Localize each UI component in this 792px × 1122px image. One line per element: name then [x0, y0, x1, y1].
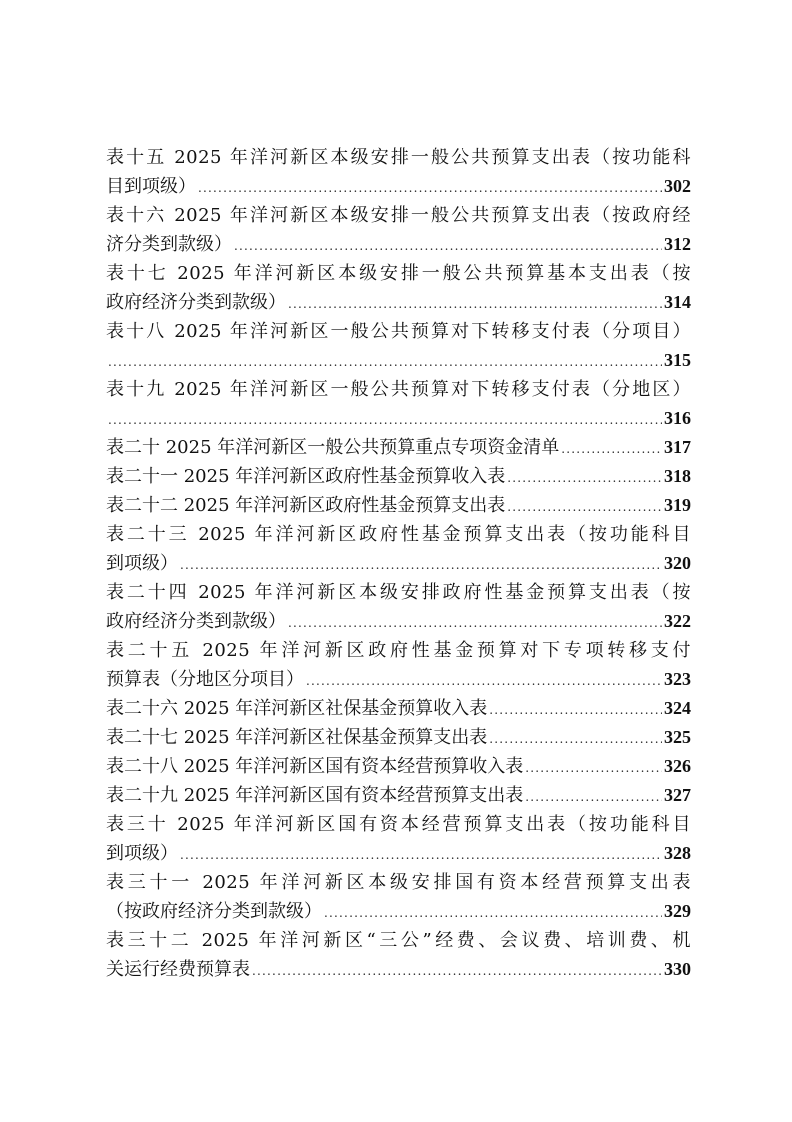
toc-entry-title-line: 关运行经费预算表: [106, 959, 250, 980]
toc-entry-leader-line: [106, 607, 691, 636]
toc-page-number: 329: [664, 901, 691, 921]
toc-entry-leader-line: [106, 346, 691, 375]
toc-page-number: 302: [664, 176, 691, 196]
toc-page-number: 326: [664, 756, 691, 776]
toc-entry-title-line: 到项级）: [106, 553, 178, 574]
toc-entry[interactable]: [106, 143, 691, 201]
toc-entry-title-line: 表二十六 2025 年洋河新区社保基金预算收入表: [106, 698, 488, 719]
toc-entry-title-line: 表二十 2025 年洋河新区一般公共预算重点专项资金清单: [106, 437, 560, 458]
toc-entry-leader-line: [106, 230, 691, 259]
toc-page-number: 318: [664, 466, 691, 486]
toc-entry-title-line: 表十六 2025 年洋河新区本级安排一般公共预算支出表（按政府经: [106, 205, 691, 226]
toc-entry-title-line: 表十七 2025 年洋河新区本级安排一般公共预算基本支出表（按: [106, 263, 691, 284]
toc-entry-title-line: 表二十九 2025 年洋河新区国有资本经营预算支出表: [106, 785, 524, 806]
toc-entry-title-line: 到项级）: [106, 843, 178, 864]
toc-entry[interactable]: [106, 752, 691, 781]
toc-entry[interactable]: [106, 694, 691, 723]
toc-entry-title-line: 表十五 2025 年洋河新区本级安排一般公共预算支出表（按功能科: [106, 147, 691, 168]
dot-leader: [324, 899, 662, 926]
toc-entry-title-line: 表二十七 2025 年洋河新区社保基金预算支出表: [106, 727, 488, 748]
toc-entry-title-line: 政府经济分类到款级）: [106, 611, 286, 632]
toc-page-number: 328: [664, 843, 691, 863]
toc-entry-title-line: 目到项级）: [106, 176, 196, 197]
toc-page-number: 322: [664, 611, 691, 631]
toc-entry[interactable]: [106, 578, 691, 636]
toc-entry[interactable]: [106, 926, 691, 984]
toc-entry-leader-line: [106, 491, 691, 520]
toc-entry-title-line: 表三十二 2025 年洋河新区“三公”经费、会议费、培训费、机: [106, 930, 691, 951]
dot-leader: [507, 464, 662, 491]
toc-entry-leader-line: [106, 462, 691, 491]
toc-entry[interactable]: [106, 781, 691, 810]
toc-entry-leader-line: [106, 955, 691, 984]
toc-entry[interactable]: [106, 520, 691, 578]
dot-leader: [489, 696, 662, 723]
toc-entry-leader-line: [106, 172, 691, 201]
dot-leader: [288, 609, 662, 636]
toc-page-number: 324: [664, 698, 691, 718]
toc-page-number: 330: [664, 959, 691, 979]
toc-entry-leader-line: [106, 839, 691, 868]
dot-leader: [108, 406, 662, 433]
toc-entry-leader-line: [106, 404, 691, 433]
dot-leader: [108, 348, 662, 375]
toc-page-number: 317: [664, 437, 691, 457]
toc-entry-title-line: 表二十四 2025 年洋河新区本级安排政府性基金预算支出表（按: [106, 582, 691, 603]
dot-leader: [180, 841, 662, 868]
toc-entry-leader-line: [106, 549, 691, 578]
dot-leader: [234, 232, 662, 259]
dot-leader: [489, 725, 662, 752]
toc-entry[interactable]: [106, 201, 691, 259]
dot-leader: [198, 174, 662, 201]
toc-entry-title-line: 济分类到款级）: [106, 234, 232, 255]
dot-leader: [180, 551, 662, 578]
toc-entry-title-line: 政府经济分类到款级）: [106, 292, 286, 313]
toc-entry-title-line: 表二十一 2025 年洋河新区政府性基金预算收入表: [106, 466, 506, 487]
dot-leader: [252, 957, 662, 984]
toc-entry-title-line: 表三十一 2025 年洋河新区本级安排国有资本经营预算支出表: [106, 872, 691, 893]
dot-leader: [288, 290, 662, 317]
toc-page-number: 327: [664, 785, 691, 805]
toc-entry-title-line: 表二十二 2025 年洋河新区政府性基金预算支出表: [106, 495, 506, 516]
toc-page-number: 316: [664, 408, 691, 428]
toc-entry[interactable]: [106, 433, 691, 462]
toc-page-number: 315: [664, 350, 691, 370]
toc-entry-title-line: 预算表（分地区分项目）: [106, 669, 304, 690]
toc-entry[interactable]: [106, 375, 691, 433]
toc-entry-title-line: 表十九 2025 年洋河新区一般公共预算对下转移支付表（分地区）: [106, 379, 691, 400]
toc-entry-leader-line: [106, 288, 691, 317]
toc-entry-leader-line: [106, 433, 691, 462]
table-of-contents: [106, 143, 691, 984]
toc-entry-title-line: 表三十 2025 年洋河新区国有资本经营预算支出表（按功能科目: [106, 814, 691, 835]
dot-leader: [525, 754, 662, 781]
toc-entry-title-line: 表二十五 2025 年洋河新区政府性基金预算对下专项转移支付: [106, 640, 691, 661]
toc-page-number: 314: [664, 292, 691, 312]
toc-entry[interactable]: [106, 317, 691, 375]
toc-page-number: 319: [664, 495, 691, 515]
dot-leader: [507, 493, 662, 520]
toc-page-number: 325: [664, 727, 691, 747]
toc-entry[interactable]: [106, 462, 691, 491]
toc-page-number: 323: [664, 669, 691, 689]
toc-entry-title-line: 表二十八 2025 年洋河新区国有资本经营预算收入表: [106, 756, 524, 777]
dot-leader: [306, 667, 662, 694]
toc-entry-title-line: 表十八 2025 年洋河新区一般公共预算对下转移支付表（分项目）: [106, 321, 691, 342]
toc-entry-leader-line: [106, 752, 691, 781]
toc-entry-title-line: （按政府经济分类到款级）: [106, 901, 322, 922]
toc-page-number: 312: [664, 234, 691, 254]
toc-entry[interactable]: [106, 491, 691, 520]
toc-entry-leader-line: [106, 723, 691, 752]
toc-entry-leader-line: [106, 694, 691, 723]
toc-page-number: 320: [664, 553, 691, 573]
toc-entry[interactable]: [106, 810, 691, 868]
toc-entry[interactable]: [106, 259, 691, 317]
toc-entry[interactable]: [106, 723, 691, 752]
toc-entry[interactable]: [106, 868, 691, 926]
toc-entry-title-line: 表二十三 2025 年洋河新区政府性基金预算支出表（按功能科目: [106, 524, 691, 545]
toc-entry-leader-line: [106, 665, 691, 694]
dot-leader: [561, 435, 662, 462]
toc-entry-leader-line: [106, 781, 691, 810]
toc-entry[interactable]: [106, 636, 691, 694]
toc-entry-leader-line: [106, 897, 691, 926]
dot-leader: [525, 783, 662, 810]
